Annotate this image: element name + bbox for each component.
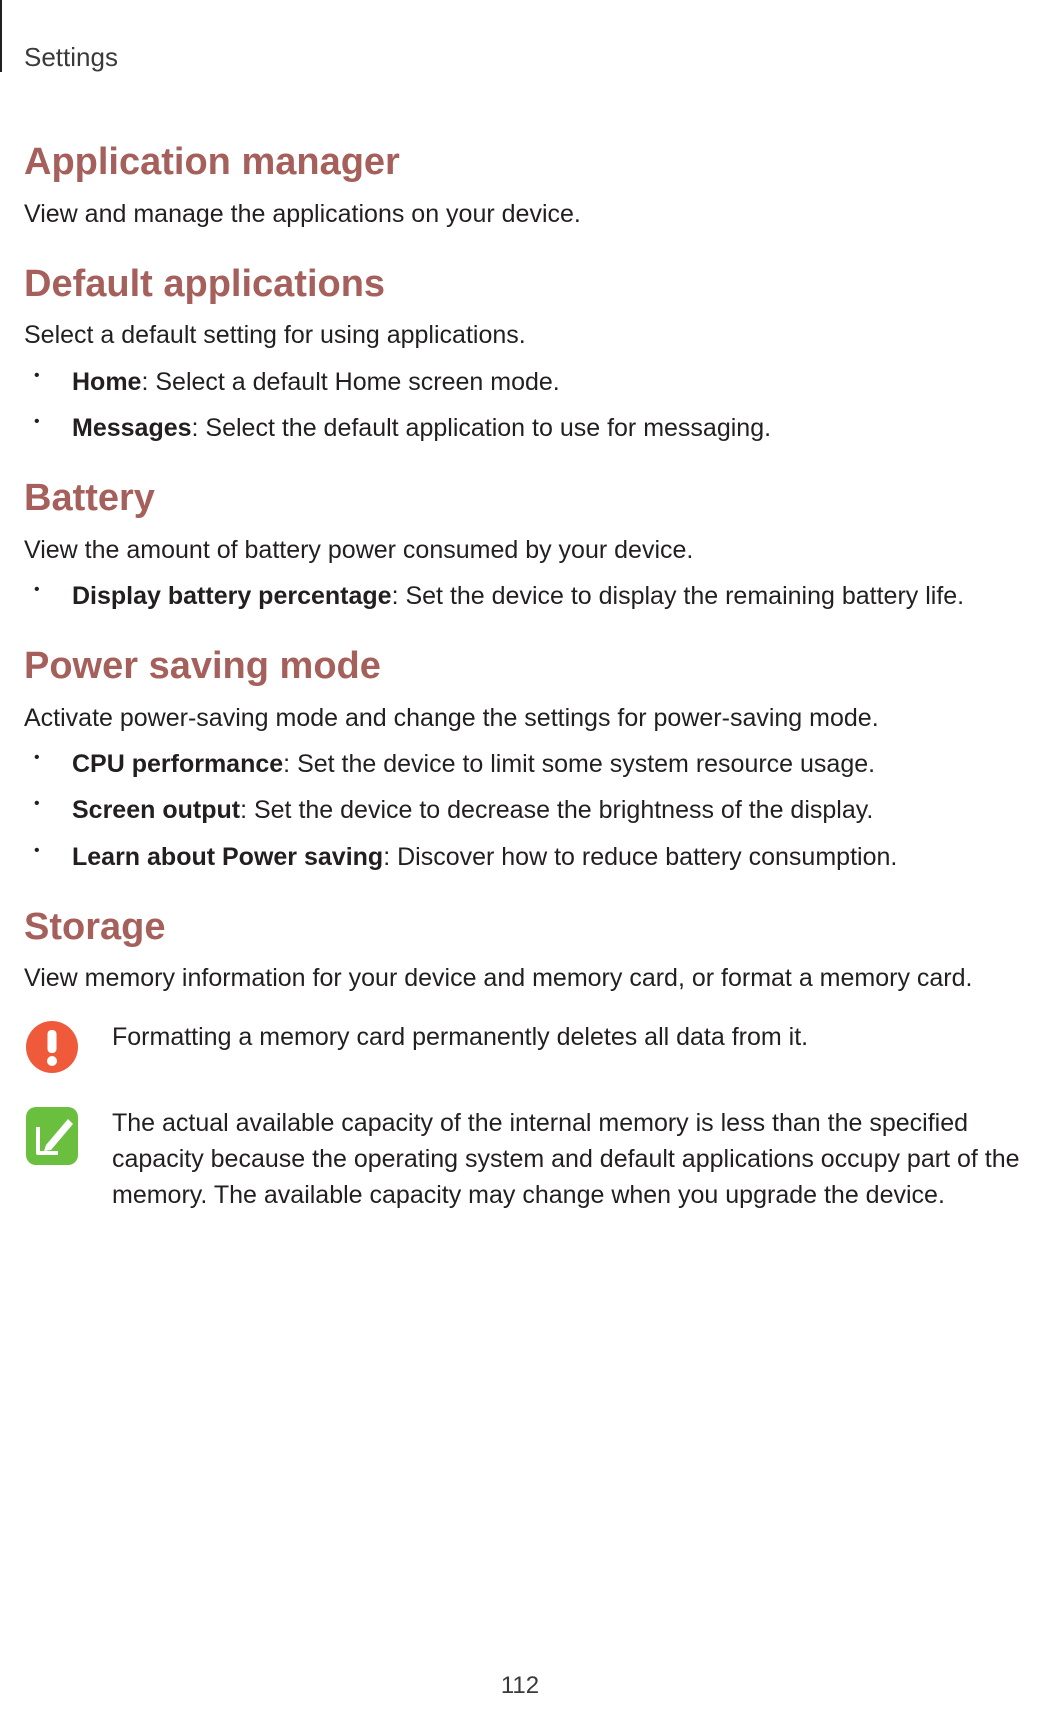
note-text: The actual available capacity of the internal memory is less than the specified capacity because the operating system and default applications occupy part of the memory. The available capacity may change when you upgrade the device.	[112, 1108, 1020, 1210]
note-icon	[24, 1105, 80, 1179]
page-content	[24, 140, 1024, 1213]
list-item	[24, 792, 1024, 828]
info-note	[24, 1105, 1024, 1214]
list-item	[24, 746, 1024, 782]
section-description: Select a default setting for using applications.	[24, 321, 526, 350]
warning-text: Formatting a memory card permanently deletes all data from it.	[112, 1022, 809, 1051]
item-text: : Set the device to display the remaining battery life.	[391, 582, 965, 611]
warning-icon	[24, 1019, 80, 1085]
section-title: Battery	[24, 477, 155, 520]
item-term: Learn about Power saving	[72, 842, 384, 871]
section-storage	[24, 905, 1024, 997]
list-item	[24, 410, 1024, 446]
section-description: View the amount of battery power consumed by your device.	[24, 535, 694, 564]
section-title: Application manager	[24, 141, 400, 183]
bullet-list	[24, 578, 1024, 614]
section-application-manager	[24, 140, 1024, 232]
section-title: Storage	[24, 905, 166, 948]
item-term: Messages	[72, 413, 192, 442]
list-item	[24, 578, 1024, 614]
corner-line	[0, 0, 2, 72]
section-battery	[24, 476, 1024, 614]
warning-note	[24, 1019, 1024, 1079]
page-number: 112	[500, 1672, 540, 1699]
section-title: Power saving mode	[24, 645, 381, 688]
item-term: CPU performance	[72, 750, 284, 779]
section-title: Default applications	[24, 262, 386, 305]
running-header: Settings	[24, 42, 118, 72]
bullet-list	[24, 746, 1024, 875]
section-power-saving-mode	[24, 644, 1024, 875]
item-text: : Discover how to reduce battery consumption.	[383, 842, 898, 871]
item-term: Home	[72, 367, 142, 396]
bullet-list	[24, 364, 1024, 447]
list-item	[24, 364, 1024, 400]
item-term: Display battery percentage	[72, 582, 392, 611]
item-term: Screen output	[72, 796, 241, 825]
item-text: : Set the device to limit some system resource usage.	[283, 750, 876, 779]
list-item	[24, 839, 1024, 875]
section-default-applications	[24, 262, 1024, 446]
item-text: : Select a default Home screen mode.	[141, 367, 560, 396]
section-description: View memory information for your device and memory card, or format a memory card.	[24, 964, 973, 993]
section-description: View and manage the applications on your device.	[24, 199, 581, 228]
item-text: : Set the device to decrease the brightness of the display.	[240, 796, 874, 825]
item-text: : Select the default application to use for messaging.	[191, 413, 772, 442]
section-description: Activate power-saving mode and change the settings for power-saving mode.	[24, 703, 879, 732]
